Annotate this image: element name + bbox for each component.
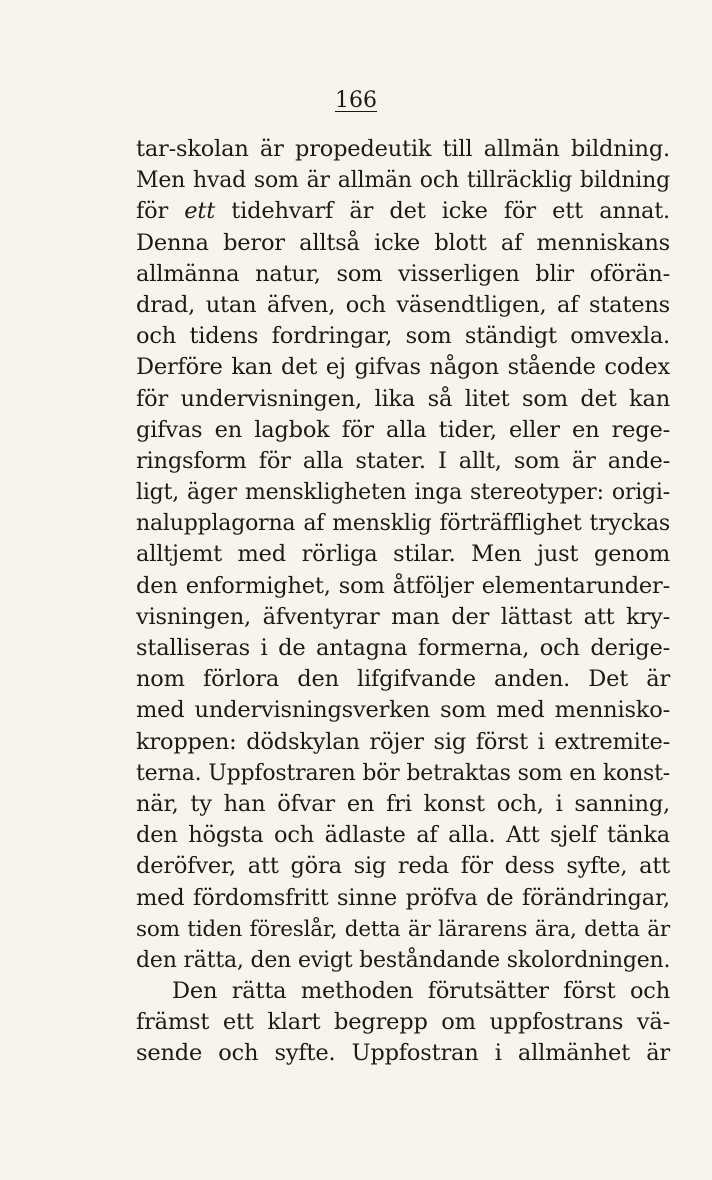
text-line-23: den högsta och ädlaste af alla. Att sjelf tänka: [136, 822, 670, 849]
text-line-28: Den rätta methoden förutsätter först och: [172, 978, 670, 1005]
text-line-3: [136, 196, 670, 227]
text-line-2: Men hvad som är allmän och tillräcklig bildning: [136, 168, 670, 194]
text-line-5: allmänna natur, som visserligen blir oförän-: [136, 260, 670, 287]
text-line-15: den enformighet, som åtföljer elementarunder-: [136, 572, 670, 599]
text-line-3-end: tidehvarf är det icke för ett annat.: [215, 198, 671, 225]
text-line-16: visningen, äfventyrar man der lättast att kry-: [136, 603, 670, 630]
text-line-1: tar-skolan är propedeutik till allmän bildning.: [136, 136, 670, 162]
text-line-7: och tidens fordringar, som ständigt omvexla.: [136, 323, 670, 350]
text-line-17: stalliseras i de antagna formerna, och derige-: [136, 635, 670, 661]
text-line-18: nom förlora den lifgifvande anden. Det är: [136, 666, 670, 693]
text-line-20: kroppen: dödskylan röjer sig först i extremite-: [136, 728, 670, 755]
text-line-12: ligt, äger menskligheten inga stereotyper: origi-: [136, 480, 670, 506]
page-number: 166: [335, 88, 377, 113]
text-line-3-start: för: [136, 198, 185, 225]
text-line-13: nalupplagorna af mensklig förträfflighet tryckas: [136, 511, 670, 537]
text-line-4: Denna beror alltså icke blott af menniskans: [136, 229, 670, 256]
text-line-25: med fördomsfritt sinne pröfva de förändringar,: [136, 884, 670, 911]
text-line-9: för undervisningen, lika så litet som det kan: [136, 385, 670, 412]
emphasized-word: ett: [184, 198, 216, 225]
text-line-22: när, ty han öfvar en fri konst och, i sanning,: [136, 790, 670, 817]
text-line-26: som tiden föreslår, detta är lärarens ära, detta är: [136, 916, 670, 942]
text-line-19: med undervisningsverken som med menniskо-: [136, 697, 670, 724]
text-line-10: gifvas en lagbok för alla tider, eller en rege-: [136, 416, 670, 443]
text-line-6: drad, utan äfven, och väsendtligen, af statens: [136, 291, 670, 318]
text-line-30: sende och syfte. Uppfostran i allmänhet är: [136, 1040, 670, 1067]
text-line-27: den rätta, den evigt beståndande skolordningen.: [136, 947, 671, 973]
text-line-21: terna. Uppfostraren bör betraktas som en konst-: [136, 760, 670, 786]
text-line-24: deröfver, att göra sig reda för dess syfte, att: [136, 853, 670, 880]
text-line-11: ringsform för alla stater. I allt, som är ande-: [136, 447, 670, 474]
text-line-8: Derföre kan det ej gifvas någon stående codex: [136, 354, 670, 381]
body-text: [136, 134, 670, 1070]
text-line-14: alltjemt med rörliga stilar. Men just genom: [136, 541, 670, 568]
text-line-29: främst ett klart begrepp om uppfostrans vä-: [136, 1009, 670, 1036]
